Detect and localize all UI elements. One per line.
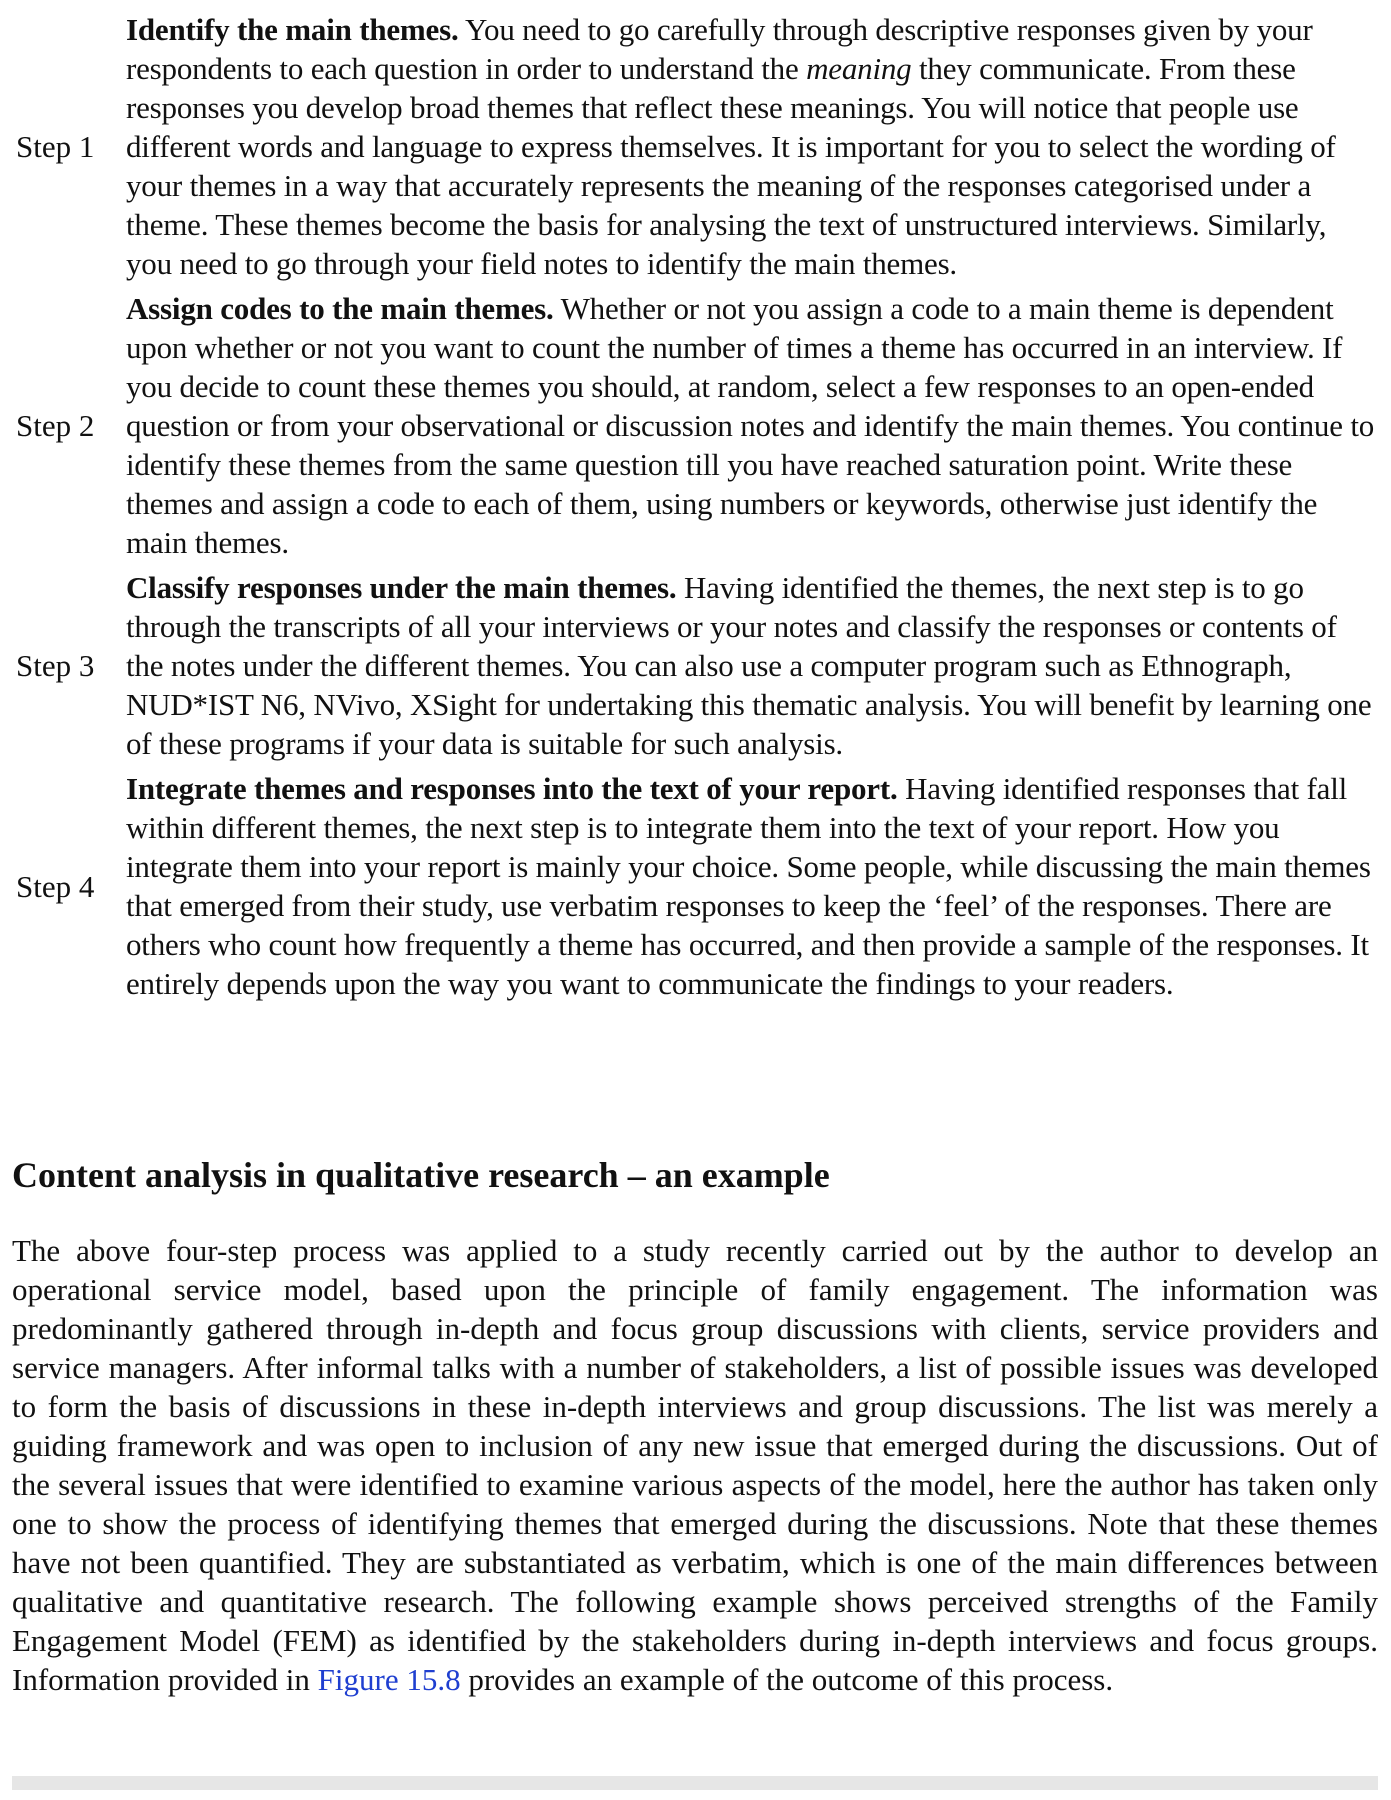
step-description — [126, 568, 1376, 763]
body-paragraph — [12, 1231, 1378, 1699]
step-label: Step 1 — [16, 129, 95, 164]
step-description — [126, 10, 1376, 283]
figure-link[interactable]: Figure 15.8 — [317, 1662, 461, 1697]
step-1 — [16, 10, 1376, 283]
step-4 — [16, 769, 1376, 1003]
step-body-continued: they communicate. From these responses you develop broad themes that reflect these meanings. You will notice that people use different words and language to express themselves. It is important for you to select the wording of your themes in a way that accurately represents the meaning of the responses categorised under a theme. These themes become the basis for analysing the text of unstructured interviews. Similarly, you need to go through your field notes to identify the main themes. — [126, 51, 1336, 281]
step-3 — [16, 568, 1376, 763]
step-label: Step 2 — [16, 408, 95, 443]
step-description — [126, 769, 1376, 1003]
section-heading: Content analysis in qualitative research – an example — [12, 1155, 830, 1195]
step-title: Assign codes to the main themes. — [126, 291, 554, 326]
step-label: Step 3 — [16, 648, 95, 683]
step-title: Integrate themes and responses into the text of your report. — [126, 771, 898, 806]
step-title: Classify responses under the main themes. — [126, 570, 677, 605]
step-body: You need to go carefully through descriptive responses given by your respondents to each question in order to understand the — [126, 12, 1313, 86]
steps-list — [16, 10, 1376, 1009]
emphasis-text: meaning — [806, 51, 912, 86]
page-bottom-divider — [12, 1776, 1378, 1790]
step-description — [126, 289, 1376, 562]
step-label: Step 4 — [16, 868, 95, 904]
paragraph-text-end: provides an example of the outcome of this process. — [460, 1662, 1114, 1697]
step-body: Whether or not you assign a code to a main theme is dependent upon whether or not you want to count the number of times a theme has occurred in an interview. If you decide to count these themes you should, at random, select a few responses to an open-ended question or from your observational or discussion notes and identify the main themes. You continue to identify these themes from the same question till you have reached saturation point. Write these themes and assign a code to each of them, using numbers or keywords, otherwise just identify the main themes. — [126, 291, 1375, 560]
step-body: Having identified the themes, the next step is to go through the transcripts of all your interviews or your notes and classify the responses or contents of the notes under the different themes. You can also use a computer program such as Ethnograph, NUD*IST N6, NVivo, XSight for undertaking this thematic analysis. You will benefit by learning one of these programs if your data is suitable for such analysis. — [126, 570, 1372, 761]
step-2 — [16, 289, 1376, 562]
step-body: Having identified responses that fall within different themes, the next step is to integrate them into the text of your report. How you integrate them into your report is mainly your choice. Some people, while discussing the main themes that emerged from their study, use verbatim responses to keep the ‘feel’ of the responses. There are others who count how frequently a theme has occurred, and then provide a sample of the responses. It entirely depends upon the way you want to communicate the findings to your readers. — [126, 771, 1371, 1001]
step-title: Identify the main themes. — [126, 12, 459, 47]
paragraph-text: The above four-step process was applied to a study recently carried out by the author to develop an operational service model, based upon the principle of family engagement. The information was predominantly gathered through in-depth and focus group discussions with clients, service providers and service managers. After informal talks with a number of stakeholders, a list of possible issues was developed to form the basis of discussions in these in-depth interviews and group discussions. The list was merely a guiding framework and was open to inclusion of any new issue that emerged during the discussions. Out of the several issues that were identified to examine various aspects of the model, here the author has taken only one to show the process of identifying themes that emerged during the discussions. Note that these themes have not been quantified. They are substantiated as verbatim, which is one of the main differences between qualitative and quantitative research. The following example shows perceived strengths of the Family Engagement Model (FEM) as identified by the stakeholders during in-depth interviews and focus groups. Information provided in — [12, 1233, 1378, 1697]
